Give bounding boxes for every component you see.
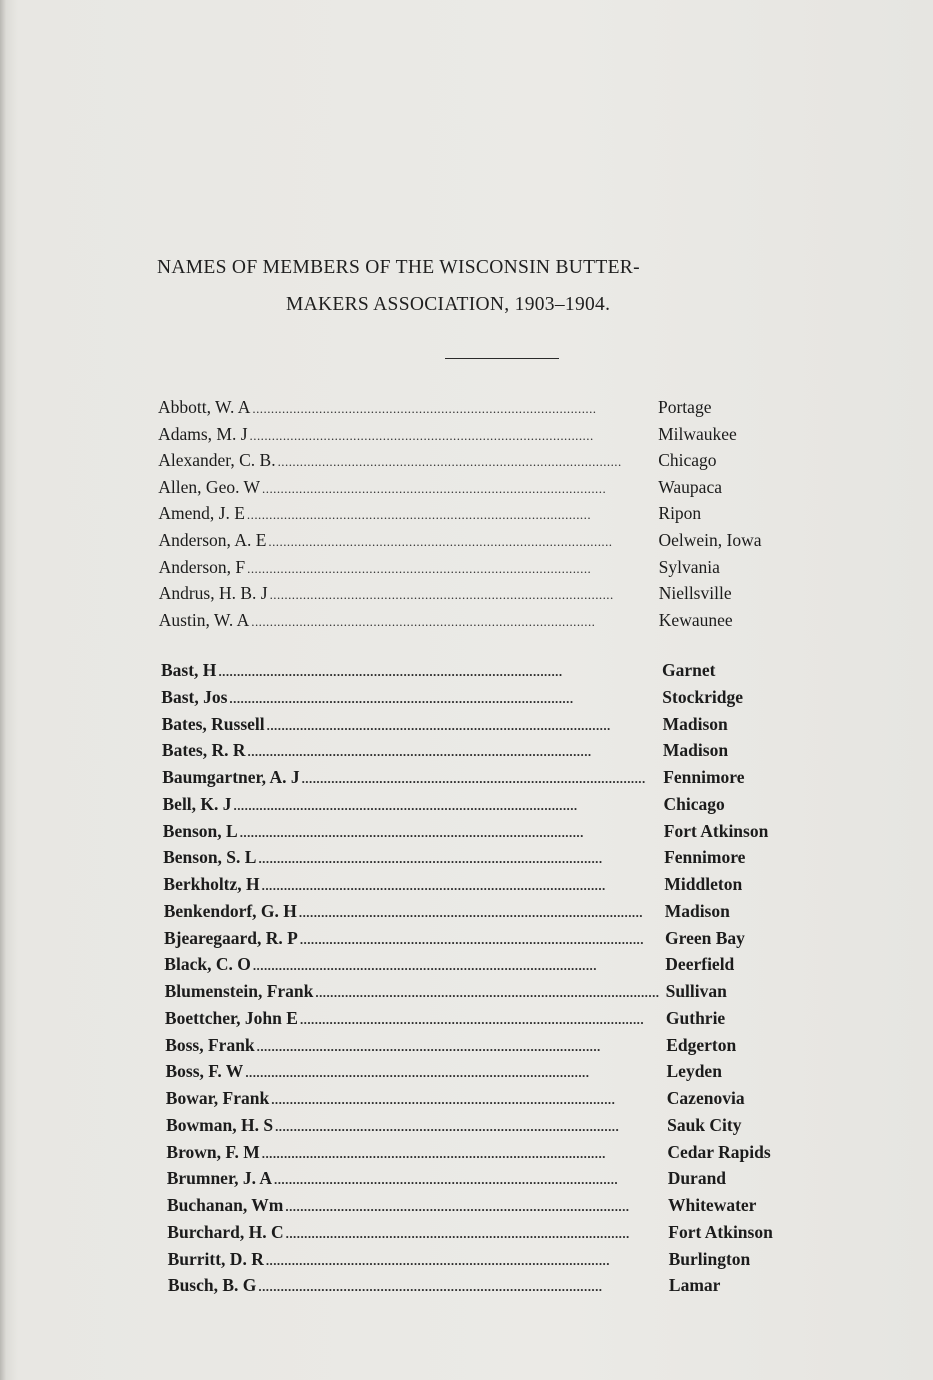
member-entry [162,740,657,764]
member-place: Kewaunee [658,609,733,630]
member-place: Fennimore [663,767,745,787]
member-entry [165,1008,660,1032]
dot-leader [268,534,652,550]
member-name: Adams, M. J [158,423,248,444]
dot-leader [286,1226,663,1242]
member-place: Madison [662,713,728,734]
dot-leader [300,1012,660,1028]
member-place: Guthrie [665,1007,726,1028]
dot-leader [271,1092,661,1108]
member-name: Benson, S. L [163,847,257,868]
member-place: Portage [658,397,712,417]
member-place: Sylvania [658,556,720,577]
dot-leader [258,1279,663,1295]
member-name: Bates, R. R [161,740,246,761]
member-entry [162,767,657,791]
member-entry [158,477,652,501]
member-name: Bowman, H. S [166,1114,274,1135]
dot-leader [275,1119,661,1135]
dot-leader [248,744,657,760]
member-place: Niellsville [658,583,732,604]
member-name: Bjearegaard, R. P [164,927,298,948]
dot-leader [250,428,653,444]
member-entry [158,397,652,421]
member-name: Baumgartner, A. J [162,767,300,787]
dot-leader [253,958,659,974]
member-entry [166,1142,661,1166]
dot-leader [302,771,658,787]
member-name: Andrus, H. B. J [158,583,268,604]
member-name: Blumenstein, Frank [164,981,314,1001]
member-place: Fennimore [664,847,746,868]
member-place: Garnet [662,660,716,680]
member-entry [158,424,652,448]
dot-leader [252,401,652,417]
member-place: Green Bay [665,927,745,948]
member-entry [159,610,653,634]
dot-leader [300,932,659,948]
dot-leader [267,718,657,734]
member-place: Cazenovia [666,1088,745,1108]
dot-leader [266,1253,663,1269]
member-place: Fort Atkinson [663,820,769,841]
member-place: Ripon [658,503,702,524]
member-name: Burritt, D. R [167,1248,264,1269]
member-entry [161,660,656,684]
member-place: Milwaukee [658,423,737,444]
member-place: Durand [667,1168,727,1189]
member-entry [163,794,658,818]
member-name: Brown, F. M [166,1141,260,1162]
member-place: Waupaca [658,476,722,497]
member-name: Bast, H [161,660,217,680]
member-entry [159,583,653,607]
member-name: Black, C. O [164,954,251,975]
member-name: Buchanan, Wm [167,1195,284,1215]
member-entry [165,981,660,1005]
member-name: Austin, W. A [158,609,250,630]
member-name: Bates, Russell [161,713,265,734]
member-place: Burlington [668,1248,751,1269]
member-entry [161,687,656,711]
dot-leader [262,1146,662,1162]
member-place: Oelwein, Iowa [658,530,762,550]
dot-leader [257,1039,661,1055]
member-name: Bell, K. J [162,793,232,814]
member-place: Edgerton [666,1034,737,1055]
member-name: Burchard, H. C [167,1221,284,1242]
member-place: Leyden [666,1061,722,1082]
dot-leader [285,1199,662,1215]
dot-leader [251,614,653,630]
member-place: Madison [662,740,729,761]
member-place: Sullivan [665,981,727,1001]
member-place: Madison [664,900,730,921]
member-place: Deerfield [665,954,735,975]
member-name: Bast, Jos [161,686,228,707]
member-entry [165,1035,660,1059]
member-entry [163,847,658,871]
member-name: Busch, B. G [167,1275,257,1296]
member-place: Cedar Rapids [667,1141,771,1162]
dot-leader [247,507,652,523]
dot-leader [245,1065,660,1081]
member-name: Benkendorf, G. H [163,900,297,921]
dot-leader [299,905,659,921]
member-name: Boss, Frank [165,1034,255,1055]
member-entry [164,954,659,978]
member-name: Alexander, C. B. [158,450,276,471]
dot-leader [262,481,652,497]
member-name: Bowar, Frank [165,1088,270,1108]
member-name: Anderson, F [158,556,246,577]
dot-leader [274,1172,662,1188]
dot-leader [229,691,656,707]
member-place: Whitewater [668,1195,757,1215]
dot-leader [240,825,658,841]
member-entry [167,1195,662,1219]
member-entry [167,1168,662,1192]
member-name: Boss, F. W [165,1061,244,1082]
member-name: Boettcher, John E [164,1007,298,1028]
member-entry [163,821,658,845]
member-entry [167,1222,662,1246]
member-entry [166,1088,661,1112]
dot-leader [247,561,652,577]
page-title-line-1: NAMES OF MEMBERS OF THE WISCONSIN BUTTER- [157,257,640,278]
dot-leader [315,985,659,1001]
member-name: Brumner, J. A [166,1168,273,1189]
member-place: Middleton [664,874,743,894]
member-entry [166,1115,661,1139]
member-entry [168,1275,663,1299]
member-name: Berkholtz, H [163,874,260,894]
member-name: Benson, L [162,820,238,841]
dot-leader [218,664,656,680]
member-place: Lamar [668,1275,721,1296]
member-entry [158,450,652,474]
page-title-line-2: MAKERS ASSOCIATION, 1903–1904. [286,294,611,315]
member-name: Allen, Geo. W [158,476,261,497]
member-name: Abbott, W. A [158,397,251,417]
dot-leader [234,798,658,814]
member-entry [163,874,658,898]
member-entry [158,503,652,527]
dot-leader [258,851,658,867]
member-place: Chicago [663,793,725,814]
member-place: Sauk City [667,1114,742,1135]
member-name: Anderson, A. E [158,530,267,550]
member-entry [164,901,659,925]
member-entry [159,530,653,554]
dot-leader [270,587,653,603]
member-entry [168,1249,663,1273]
dot-leader [262,878,659,894]
dot-leader [278,454,653,470]
member-entry [166,1061,661,1085]
member-entry [164,928,659,952]
member-name: Amend, J. E [158,503,245,524]
member-entry [162,714,657,738]
member-place: Stockridge [662,686,743,707]
member-place: Chicago [658,450,717,471]
member-place: Fort Atkinson [668,1221,773,1242]
member-entry [159,557,653,581]
